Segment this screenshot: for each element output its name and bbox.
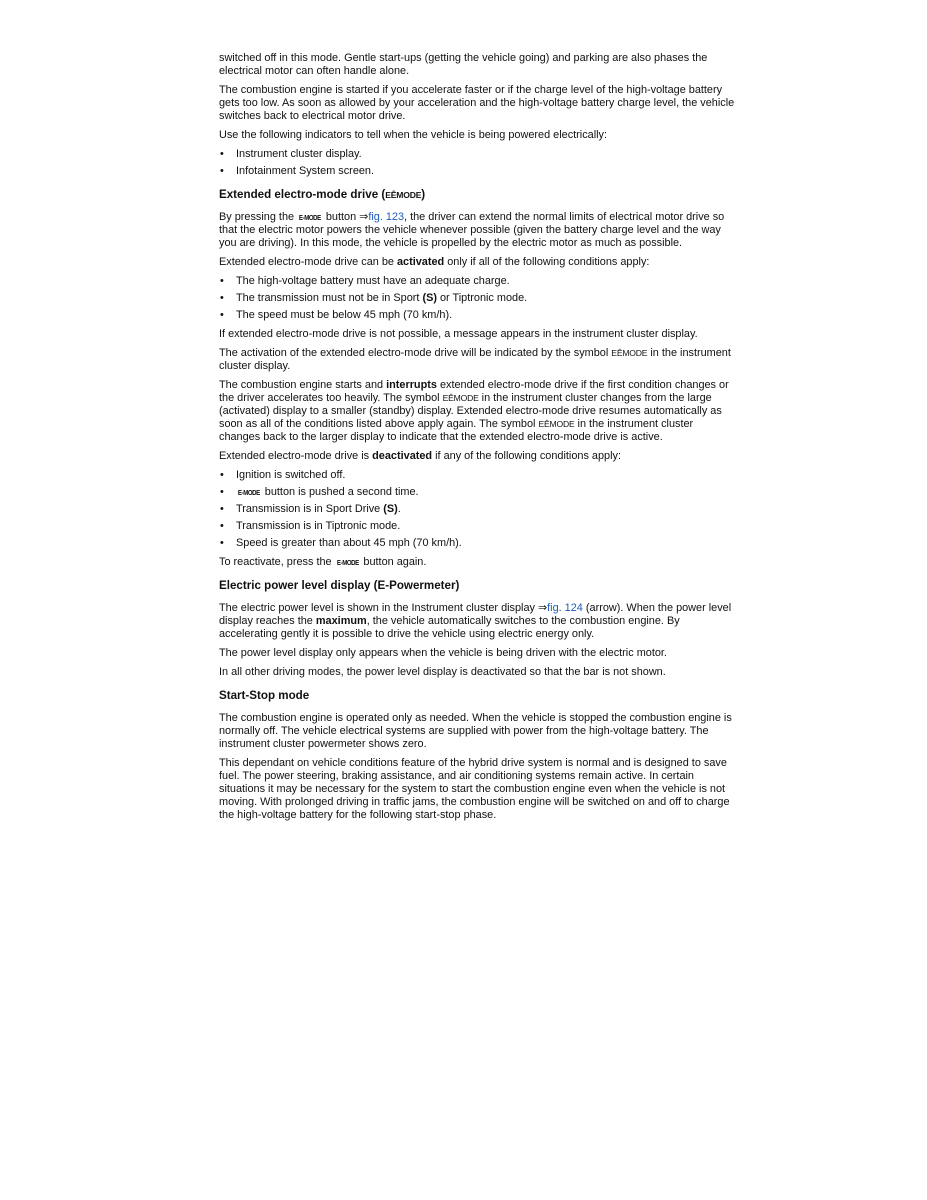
list-item	[219, 486, 735, 499]
text: extended electro-mode drive if the first condition changes or the driver accelerates too heavily. The symbol	[219, 379, 729, 404]
intro-paragraph-3: Use the following indicators to tell when the vehicle is being powered electrically:	[219, 129, 608, 141]
extended-paragraph-6	[219, 450, 735, 463]
intro-paragraph-1: switched off in this mode. Gentle start-ups (getting the vehicle going) and parking are also phases the electrical motor can often handle alone.	[219, 52, 708, 77]
list-item	[219, 503, 735, 516]
extended-paragraph-5	[219, 379, 735, 444]
text: The electric power level is shown in the Instrument cluster display ⇒	[219, 602, 548, 614]
heading-text: Extended electro-mode drive (	[219, 188, 386, 201]
extended-paragraph-3: If extended electro-mode drive is not possible, a message appears in the instrument cluster display.	[219, 328, 698, 340]
text: Extended electro-mode drive is	[219, 450, 373, 462]
text: To reactivate, press the	[219, 556, 335, 568]
text: button again.	[360, 556, 427, 568]
powermeter-paragraph-1	[219, 602, 735, 641]
bold-text: activated	[396, 256, 445, 268]
text: only if all of the following conditions apply:	[444, 256, 650, 268]
list-item: • Speed is greater than about 45 mph (70 km/h).	[219, 537, 735, 550]
text: (arrow). When the power level display reaches the	[219, 602, 732, 627]
emode-button-icon: E-MODE	[336, 558, 359, 567]
text: button is pushed a second time.	[261, 486, 419, 498]
text: , the vehicle automatically switches to the combustion engine. By accelerating gently it is possible to drive the vehicle using electric energy only.	[219, 615, 680, 640]
text: , the driver can extend the normal limits of electrical motor drive so that the electric motor powers the vehicle whenever possible (given the battery charge level and the way you are driving). In this mode, the vehicle is propelled by the electric motor as much as possible.	[219, 211, 725, 249]
text: in the instrument cluster changes back to the larger display to indicate that the extended electro-mode drive is active.	[219, 418, 694, 443]
document-page	[219, 52, 735, 828]
startstop-paragraph-2: This dependant on vehicle conditions feature of the hybrid drive system is normal and is designed to save fuel. The power steering, braking assistance, and air conditioning systems remain active. In certain situations it may be necessary for the system to start the combustion engine even when the vehicle is not moving. With prolonged driving in traffic jams, the combustion engine will be switched on and off to charge the high-voltage battery for the following start-stop phase.	[219, 757, 730, 821]
deactivation-conditions-list	[219, 469, 735, 550]
extended-paragraph-2	[219, 256, 735, 269]
section-heading-powermeter: Electric power level display (E-Powermeter)	[219, 579, 460, 592]
fig-123-link[interactable]: fig. 123	[368, 211, 405, 223]
bold-text: maximum	[315, 615, 367, 627]
bold-text: interrupts	[386, 379, 437, 391]
text: .	[397, 503, 401, 515]
emode-button-icon: E-MODE	[237, 488, 260, 497]
list-item: • Instrument cluster display.	[219, 148, 735, 161]
bold-text: (S)	[422, 292, 437, 304]
fig-124-link[interactable]: fig. 124	[547, 602, 583, 614]
text: The combustion engine starts and	[219, 379, 387, 391]
emode-symbol-icon: EÊMODE	[385, 190, 422, 200]
list-item: • The speed must be below 45 mph (70 km/h).	[219, 309, 735, 322]
intro-paragraph-2: The combustion engine is started if you accelerate faster or if the charge level of the high-voltage battery gets too low. As soon as allowed by your acceleration and the high-voltage battery charge level, the vehicle switches back to electrical motor drive.	[219, 84, 735, 122]
section-heading-startstop: Start-Stop mode	[219, 689, 310, 702]
bold-text: (S)	[383, 503, 398, 515]
text: Extended electro-mode drive can be	[219, 256, 397, 268]
emode-symbol-icon: EÊMODE	[442, 393, 479, 403]
text: in the instrument cluster display.	[219, 347, 731, 372]
list-item: • Transmission is in Tiptronic mode.	[219, 520, 735, 533]
text: Transmission is in Sport Drive	[236, 503, 384, 515]
text: button ⇒	[322, 211, 369, 223]
list-item: • The high-voltage battery must have an adequate charge.	[219, 275, 735, 288]
text: in the instrument cluster changes from the large (activated) display to a smaller (standby) display. Extended electro-mode drive resumes automatically as soon as all of the conditions listed above apply again. The symbol	[219, 392, 722, 430]
extended-paragraph-7	[219, 556, 735, 569]
emode-button-icon: E-MODE	[299, 213, 321, 222]
text: By pressing the	[219, 211, 298, 223]
emode-symbol-icon: EÊMODE	[538, 419, 575, 429]
extended-paragraph-4	[219, 347, 735, 373]
powermeter-paragraph-3: In all other driving modes, the power level display is deactivated so that the bar is not shown.	[219, 666, 666, 678]
section-heading-extended	[219, 188, 735, 202]
list-item: • Infotainment System screen.	[219, 165, 735, 178]
text: if any of the following conditions apply:	[432, 450, 621, 462]
text: The transmission must not be in Sport	[236, 292, 423, 304]
emode-symbol-icon: EÊMODE	[611, 348, 648, 358]
indicator-list	[219, 148, 735, 178]
powermeter-paragraph-2: The power level display only appears when the vehicle is being driven with the electric motor.	[219, 647, 667, 659]
text: The activation of the extended electro-mode drive will be indicated by the symbol	[219, 347, 612, 359]
bold-text: deactivated	[372, 450, 433, 462]
extended-paragraph-1	[219, 211, 735, 250]
heading-close: )	[421, 188, 426, 201]
startstop-paragraph-1: The combustion engine is operated only as needed. When the vehicle is stopped the combustion engine is normally off. The vehicle electrical systems are supplied with power from the high-voltage battery. The instrument cluster powermeter shows zero.	[219, 712, 732, 750]
text: or Tiptronic mode.	[436, 292, 528, 304]
activation-conditions-list	[219, 275, 735, 322]
list-item	[219, 292, 735, 305]
list-item: • Ignition is switched off.	[219, 469, 735, 482]
